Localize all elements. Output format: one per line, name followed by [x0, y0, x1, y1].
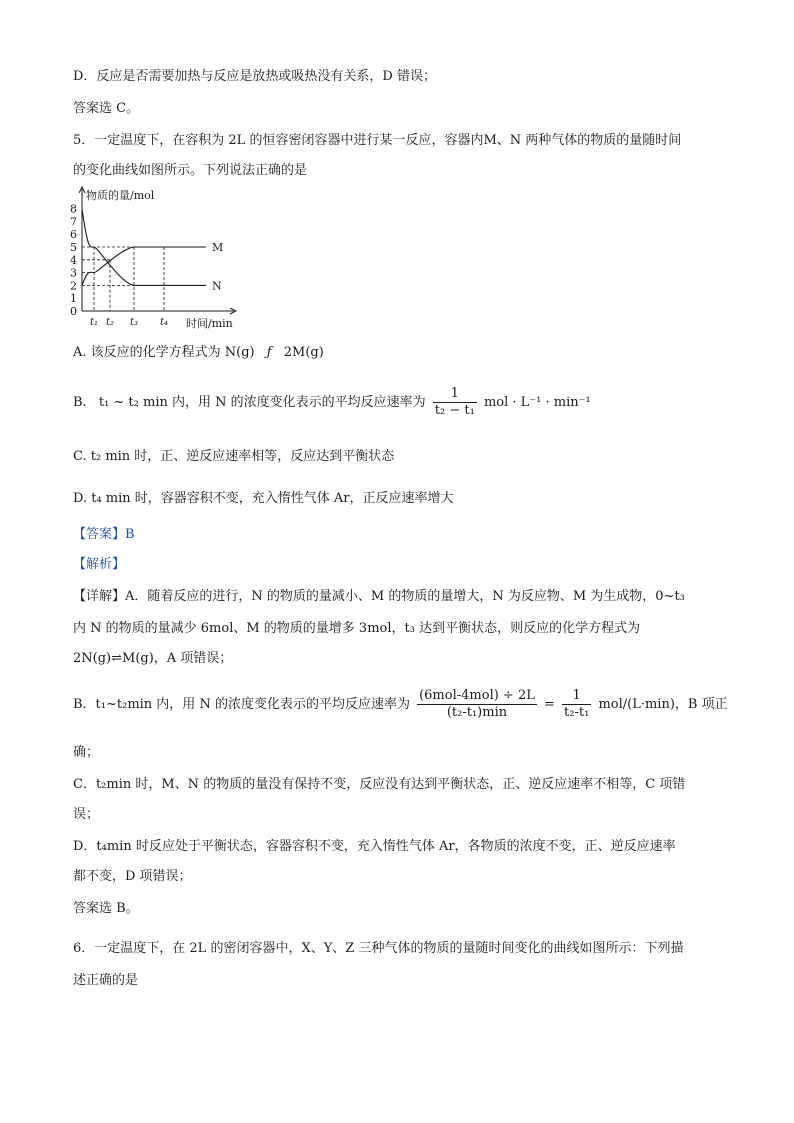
- detail-b-suffix: mol/(L·min)，B 项正: [598, 697, 728, 712]
- detail-c-line1: C．t₂min 时，M、N 的物质的量没有保持不变，反应没有达到平衡状态，正、逆反应速率不相等，C 项错: [73, 777, 686, 792]
- option-b: [73, 386, 591, 419]
- detail-b-num2: 1: [562, 688, 591, 705]
- detail-line2: 内 N 的物质的量减少 6mol、M 的物质的量增多 3mol，t₃ 达到平衡状态，则反应的化学方程式为: [73, 621, 641, 636]
- detail-line3: 2N(g)⇌M(g)，A 项错误；: [73, 651, 233, 666]
- option-b-num: 1: [433, 386, 477, 403]
- detail-d-line1: D．t₄min 时反应处于平衡状态，容器容积不变，充入惰性气体 Ar，各物质的浓度不变，正、逆反应速率: [73, 839, 676, 854]
- option-b-unit: mol · L⁻¹ · min⁻¹: [483, 395, 591, 410]
- detail-c-line2: 误；: [73, 807, 100, 822]
- option-a-suffix: 2M(g): [283, 345, 324, 360]
- y-tick-label: 2: [70, 279, 77, 293]
- detail-b-line2: 确；: [73, 745, 100, 760]
- detail-b-fraction2: [562, 688, 591, 721]
- detail-b-prefix: B．t₁~t₂min 内，用 N 的浓度变化表示的平均反应速率为: [73, 697, 410, 712]
- option-b-range: t₁ ~ t₂ min 内，用 N 的浓度变化表示的平均反应速率为: [98, 395, 426, 410]
- x-tick-label: t₁: [90, 317, 99, 328]
- detail-d-line2: 都不变，D 项错误；: [73, 869, 192, 884]
- detail-b: [73, 688, 728, 721]
- q5-stem-line1: 5．一定温度下，在容积为 2L 的恒容密闭容器中进行某一反应，容器内M、N 两种气体的物质的量随时间: [73, 133, 682, 148]
- option-b-den: t₂ − t₁: [434, 403, 475, 418]
- x-tick-label: t₃: [130, 317, 139, 328]
- detail-b-den2: t₂-t₁: [564, 705, 590, 720]
- series-n-label: N: [212, 279, 222, 293]
- x-tick-label: t₂: [106, 317, 115, 328]
- option-b-fraction: [433, 386, 477, 419]
- option-b-prefix: B.: [73, 395, 87, 410]
- y-axis-label: 物质的量/mol: [86, 189, 155, 202]
- analysis-tag: 【解析】: [73, 557, 126, 572]
- y-tick-label: 7: [70, 215, 77, 229]
- series-m-label: M: [212, 241, 224, 254]
- prev-option-d: D．反应是否需要加热与反应是放热或吸热没有关系，D 错误；: [73, 69, 436, 84]
- x-axis-label: 时间/min: [186, 317, 233, 330]
- y-tick-label: 4: [70, 253, 77, 267]
- y-tick-label: 0: [70, 305, 77, 318]
- y-tick-label: 6: [70, 228, 77, 242]
- option-a: [73, 344, 324, 362]
- q6-stem-line1: 6．一定温度下，在 2L 的密闭容器中，X、Y、Z 三种气体的物质的量随时间变化的曲线如图所示：下列描: [73, 941, 684, 956]
- detail-line1: 【详解】A．随着反应的进行，N 的物质的量减小、M 的物质的量增大，N 为反应物、M 为生成物，0~t₃: [73, 589, 685, 604]
- detail-b-num1: (6mol-4mol) ÷ 2L: [419, 688, 535, 703]
- option-a-arrow: ƒ: [266, 345, 272, 360]
- x-tick-label: t₄: [160, 317, 169, 328]
- detail-b-fraction1: [417, 688, 537, 721]
- detail-b-equals: =: [544, 697, 555, 712]
- detail-b-den1: (t₂-t₁)min: [446, 705, 508, 720]
- answer-b: 答案选 B。: [73, 901, 139, 916]
- y-tick-label: 1: [70, 292, 77, 306]
- option-d: D. t₄ min 时，容器容积不变，充入惰性气体 Ar，正反应速率增大: [73, 491, 454, 506]
- q5-chart: [66, 185, 256, 335]
- prev-answer: 答案选 C。: [73, 101, 140, 116]
- q6-stem-line2: 述正确的是: [73, 973, 139, 988]
- y-tick-label: 8: [70, 202, 77, 216]
- option-c: C. t₂ min 时，正、逆反应速率相等，反应达到平衡状态: [73, 449, 395, 464]
- y-tick-label: 5: [70, 241, 77, 254]
- q5-stem-line2: 的变化曲线如图所示。下列说法正确的是: [73, 163, 308, 178]
- y-tick-label: 3: [70, 266, 77, 280]
- answer-tag: 【答案】B: [73, 527, 135, 542]
- option-a-prefix: A. 该反应的化学方程式为 N(g): [73, 345, 255, 360]
